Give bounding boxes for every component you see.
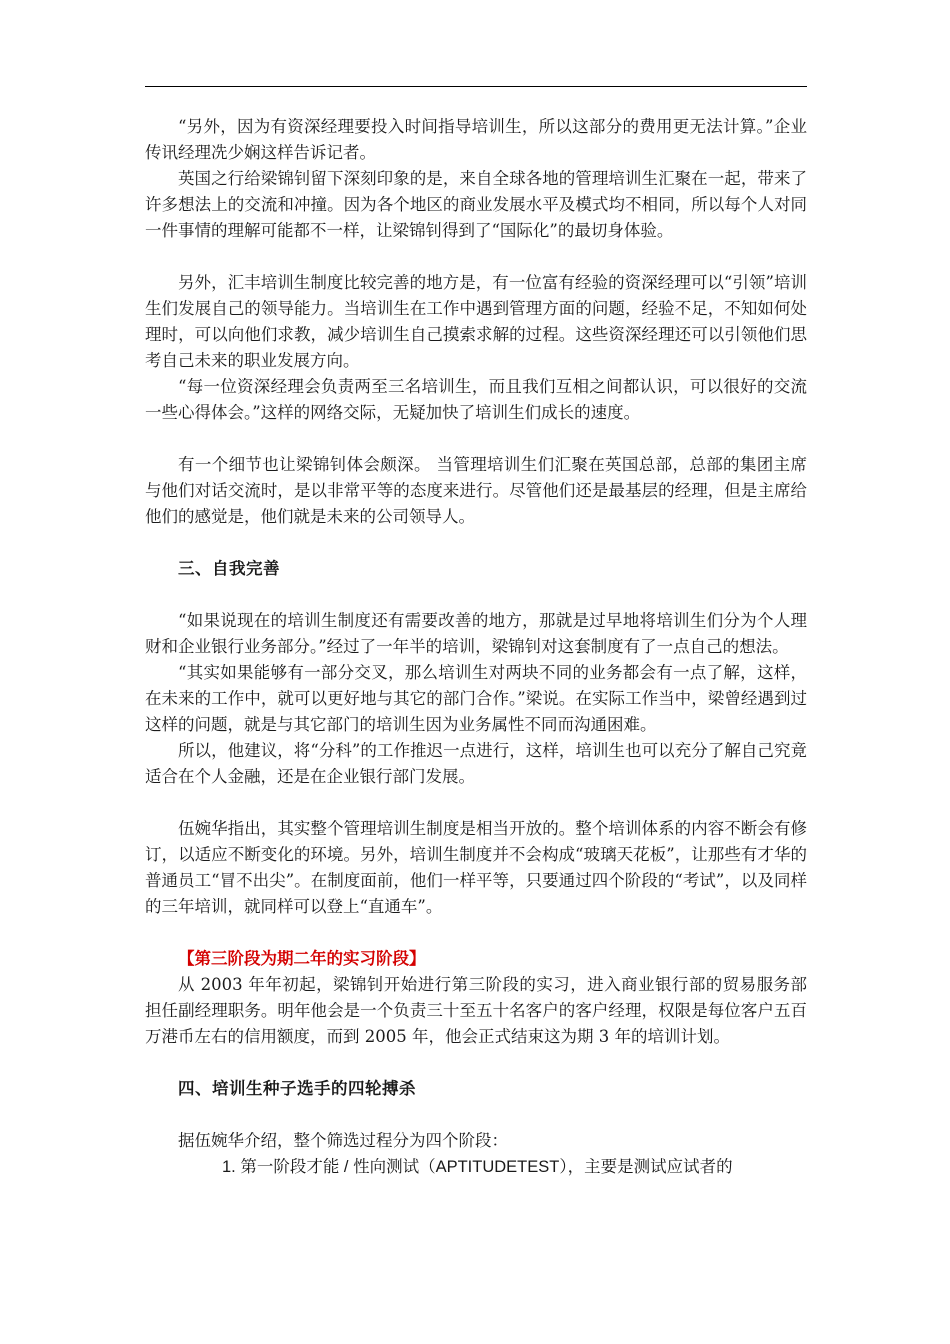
- section-heading: 四、培训生种子选手的四轮搏杀: [178, 1079, 416, 1098]
- paragraph-gap: [145, 582, 807, 608]
- paragraph-gap: [145, 1102, 807, 1128]
- document-body: [145, 114, 807, 1180]
- paragraph: 英国之行给梁锦钊留下深刻印象的是，来自全球各地的管理培训生汇聚在一起，带来了许多想法上的交流和冲撞。因为各个地区的商业发展水平及模式均不相同，所以每个人对同一件事情的理解可能都不一样，让梁锦钊得到了“国际化”的最切身体验。: [145, 169, 807, 240]
- paragraph: 从 2003 年年初起，梁锦钊开始进行第三阶段的实习，进入商业银行部的贸易服务部担任副经理职务。明年他会是一个负责三十至五十名客户的客户经理，权限是每位客户五百万港币左右的信用额度，而到 2005 年，他会正式结束这为期 3 年的培训计划。: [145, 975, 807, 1046]
- paragraph: 伍婉华指出，其实整个管理培训生制度是相当开放的。整个培训体系的内容不断会有修订，以适应不断变化的环境。另外，培训生制度并不会构成“玻璃天花板”，让那些有才华的普通员工“冒不出尖”。在制度面前，他们一样平等，只要通过四个阶段的“考试”，以及同样的三年培训，就同样可以登上“直通车”。: [145, 819, 807, 916]
- paragraph: 另外，汇丰培训生制度比较完善的地方是，有一位富有经验的资深经理可以“引领”培训生们发展自己的领导能力。当培训生在工作中遇到管理方面的问题，经验不足，不知如何处理时，可以向他们求教，减少培训生自己摸索求解的过程。这些资深经理还可以引领他们思考自己未来的职业发展方向。: [145, 273, 807, 370]
- list-item: 1. 第一阶段才能 / 性向测试（APTITUDETEST），主要是测试应试者的: [222, 1158, 733, 1176]
- header-rule: [145, 86, 807, 87]
- paragraph-gap: [145, 1050, 807, 1076]
- paragraph: “另外，因为有资深经理要投入时间指导培训生，所以这部分的费用更无法计算。”企业传讯经理冼少娴这样告诉记者。: [145, 117, 807, 162]
- paragraph: 有一个细节也让梁锦钊体会颇深。 当管理培训生们汇聚在英国总部，总部的集团主席与他们对话交流时，是以非常平等的态度来进行。尽管他们还是最基层的经理，但是主席给他们的感觉是，他们就是未来的公司领导人。: [145, 455, 807, 526]
- section-heading: 三、自我完善: [178, 559, 280, 578]
- paragraph: 所以，他建议，将“分科”的工作推迟一点进行，这样，培训生也可以充分了解自己究竟适合在个人金融，还是在企业银行部门发展。: [145, 741, 807, 786]
- highlighted-heading: 【第三阶段为期二年的实习阶段】: [178, 949, 426, 968]
- paragraph: 据伍婉华介绍，整个筛选过程分为四个阶段：: [178, 1131, 508, 1150]
- paragraph-gap: [145, 530, 807, 556]
- paragraph-gap: [145, 920, 807, 946]
- paragraph-gap: [145, 790, 807, 816]
- paragraph-gap: [145, 426, 807, 452]
- paragraph: “每一位资深经理会负责两至三名培训生，而且我们互相之间都认识，可以很好的交流一些心得体会。”这样的网络交际，无疑加快了培训生们成长的速度。: [145, 377, 807, 422]
- paragraph: “其实如果能够有一部分交叉，那么培训生对两块不同的业务都会有一点了解，这样，在未来的工作中，就可以更好地与其它的部门合作。”梁说。在实际工作当中，梁曾经遇到过这样的问题，就是与其它部门的培训生因为业务属性不同而沟通困难。: [145, 663, 807, 734]
- paragraph-gap: [145, 244, 807, 270]
- paragraph: “如果说现在的培训生制度还有需要改善的地方，那就是过早地将培训生们分为个人理财和企业银行业务部分。”经过了一年半的培训，梁锦钊对这套制度有了一点自己的想法。: [145, 611, 807, 656]
